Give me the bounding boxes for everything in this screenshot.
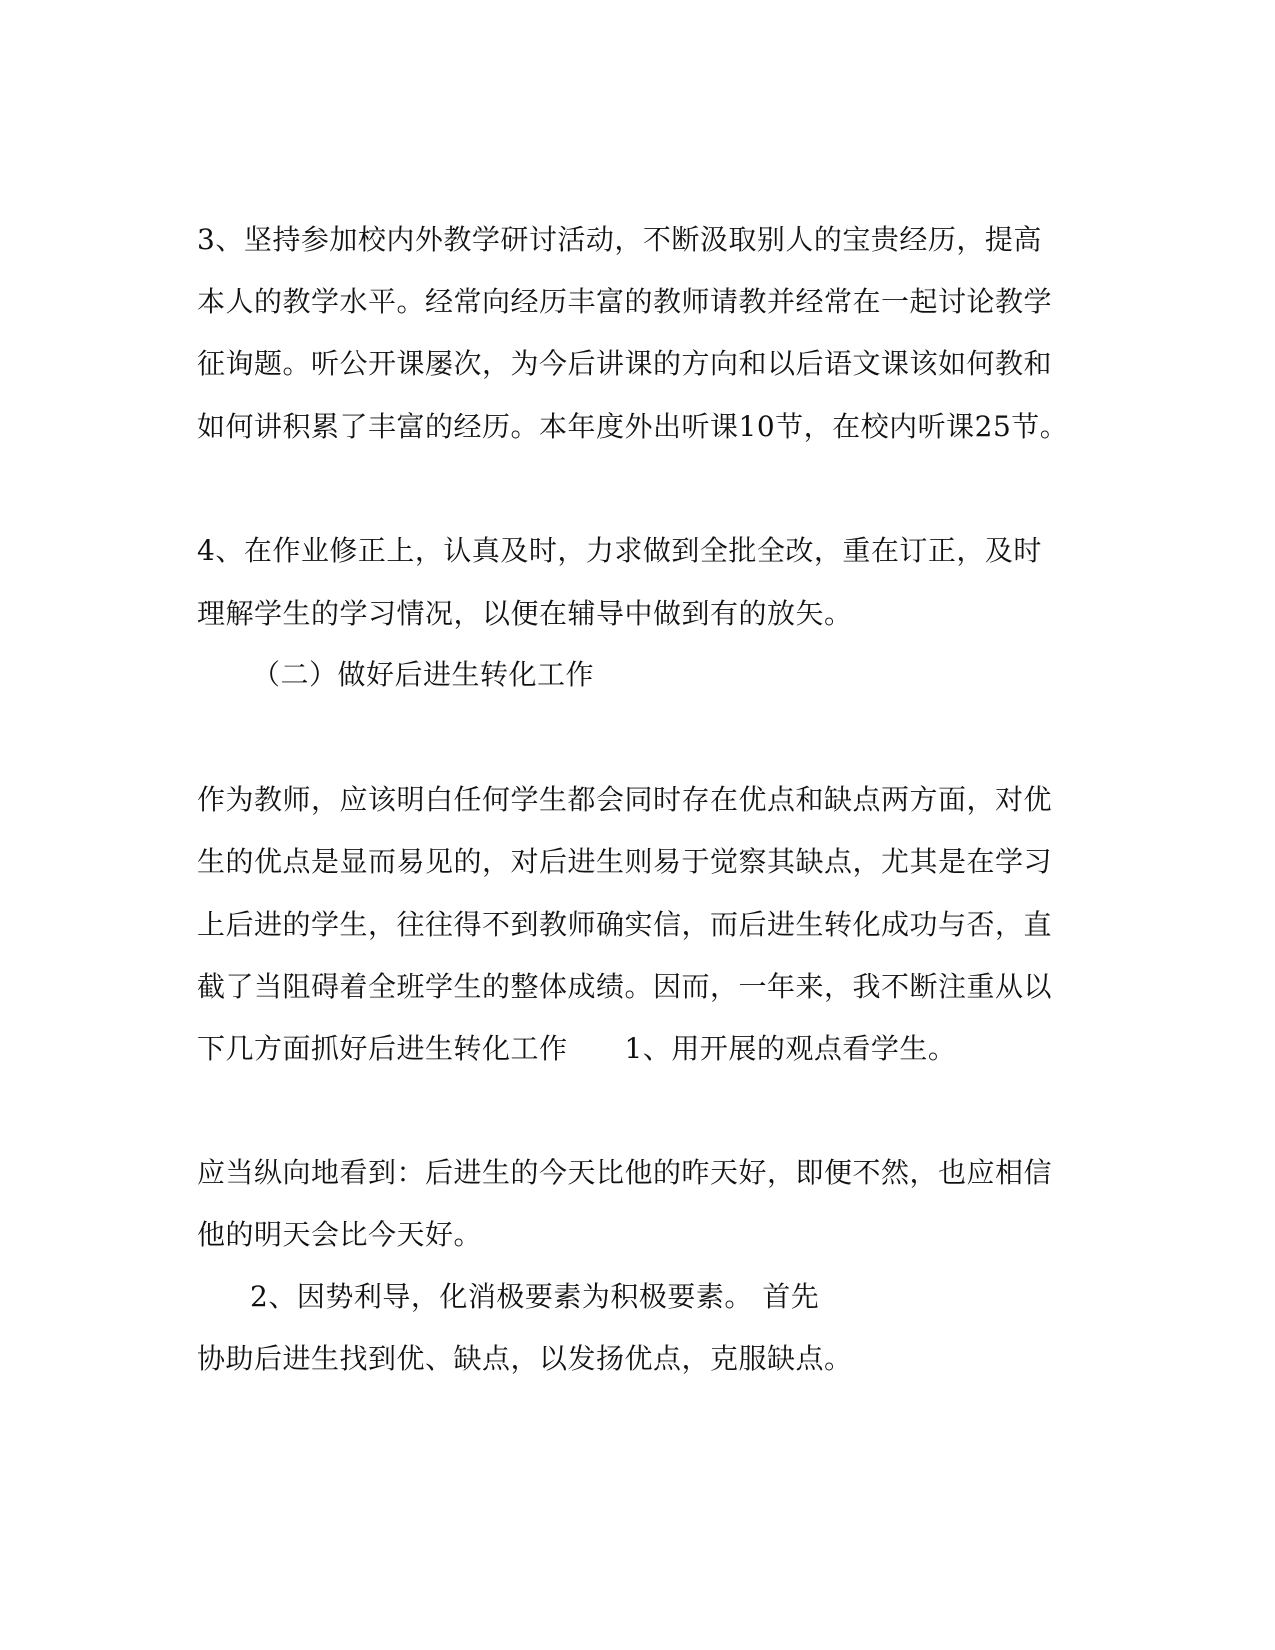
paragraph-intro-line-3: 上后进的学生，往往得不到教师确实信，而后进生转化成功与否，直 (197, 908, 1053, 941)
paragraph-guide-line-2: 协助后进生找到优、缺点，以发扬优点，克服缺点。 (197, 1342, 853, 1375)
paragraph-view-line-1: 应当纵向地看到：后进生的今天比他的昨天好，即便不然，也应相信 (197, 1156, 1053, 1189)
paragraph-intro-line-2: 生的优点是显而易见的，对后进生则易于觉察其缺点，尤其是在学习 (197, 845, 1053, 878)
section-heading: （二）做好后进生转化工作 (252, 658, 595, 691)
paragraph-3-line-2: 本人的教学水平。经常向经历丰富的教师请教并经常在一起讨论教学 (197, 285, 1053, 318)
paragraph-4-line-1: 4、在作业修正上，认真及时，力求做到全批全改，重在订正，及时 (197, 534, 1042, 567)
paragraph-intro-line-5: 下几方面抓好后进生转化工作 1、用开展的观点看学生。 (197, 1032, 957, 1065)
paragraph-4-line-2: 理解学生的学习情况，以便在辅导中做到有的放矢。 (197, 597, 853, 630)
paragraph-intro-line-1: 作为教师，应该明白任何学生都会同时存在优点和缺点两方面，对优 (197, 783, 1053, 816)
paragraph-guide-line-1: 2、因势利导，化消极要素为积极要素。 首先 (250, 1280, 820, 1313)
paragraph-3-line-4: 如何讲积累了丰富的经历。本年度外出听课10节，在校内听课25节。 (197, 410, 1069, 443)
paragraph-3-line-3: 征询题。听公开课屡次，为今后讲课的方向和以后语文课该如何教和 (197, 347, 1053, 380)
paragraph-intro-line-4: 截了当阻碍着全班学生的整体成绩。因而，一年来，我不断注重从以 (197, 970, 1053, 1003)
paragraph-view-line-2: 他的明天会比今天好。 (197, 1218, 483, 1251)
paragraph-3-line-1: 3、坚持参加校内外教学研讨活动，不断汲取别人的宝贵经历，提高 (197, 223, 1042, 256)
